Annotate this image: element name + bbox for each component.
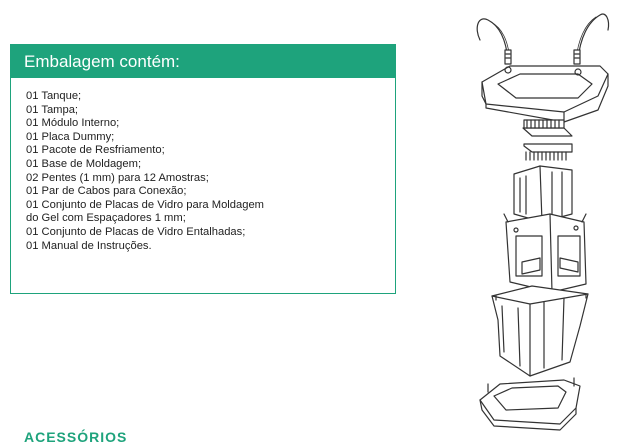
list-item: 01 Módulo Interno;	[26, 117, 120, 130]
list-item: 01 Conjunto de Placas de Vidro para Moldagem	[26, 198, 264, 211]
list-item: 01 Par de Cabos para Conexão;	[26, 185, 187, 198]
tank-icon	[492, 286, 588, 376]
list-item: 01 Pacote de Resfriamento;	[26, 144, 165, 157]
list-item: 01 Manual de Instruções.	[26, 239, 152, 252]
accessories-heading: ACESSÓRIOS	[24, 429, 128, 445]
inner-module-icon	[504, 214, 586, 292]
list-item: 01 Conjunto de Placas de Vidro Entalhadas;	[26, 225, 246, 238]
package-contents-panel	[10, 44, 396, 294]
list-item: 02 Pentes (1 mm) para 12 Amostras;	[26, 171, 209, 184]
list-item: 01 Placa Dummy;	[26, 130, 115, 143]
panel-title: Embalagem contém:	[11, 45, 395, 78]
casting-base-icon	[480, 378, 580, 430]
list-item: 01 Base de Moldagem;	[26, 157, 142, 170]
connection-cables-icon	[477, 14, 608, 64]
exploded-view-diagram	[460, 0, 630, 437]
list-item: 01 Tampa;	[26, 103, 79, 116]
list-item: do Gel com Espaçadores 1 mm;	[26, 212, 186, 225]
cooling-pack-icon	[514, 166, 572, 222]
list-item: 01 Tanque;	[26, 90, 82, 102]
lid-icon	[482, 66, 608, 122]
contents-list	[11, 78, 395, 253]
comb-icon	[523, 120, 572, 160]
